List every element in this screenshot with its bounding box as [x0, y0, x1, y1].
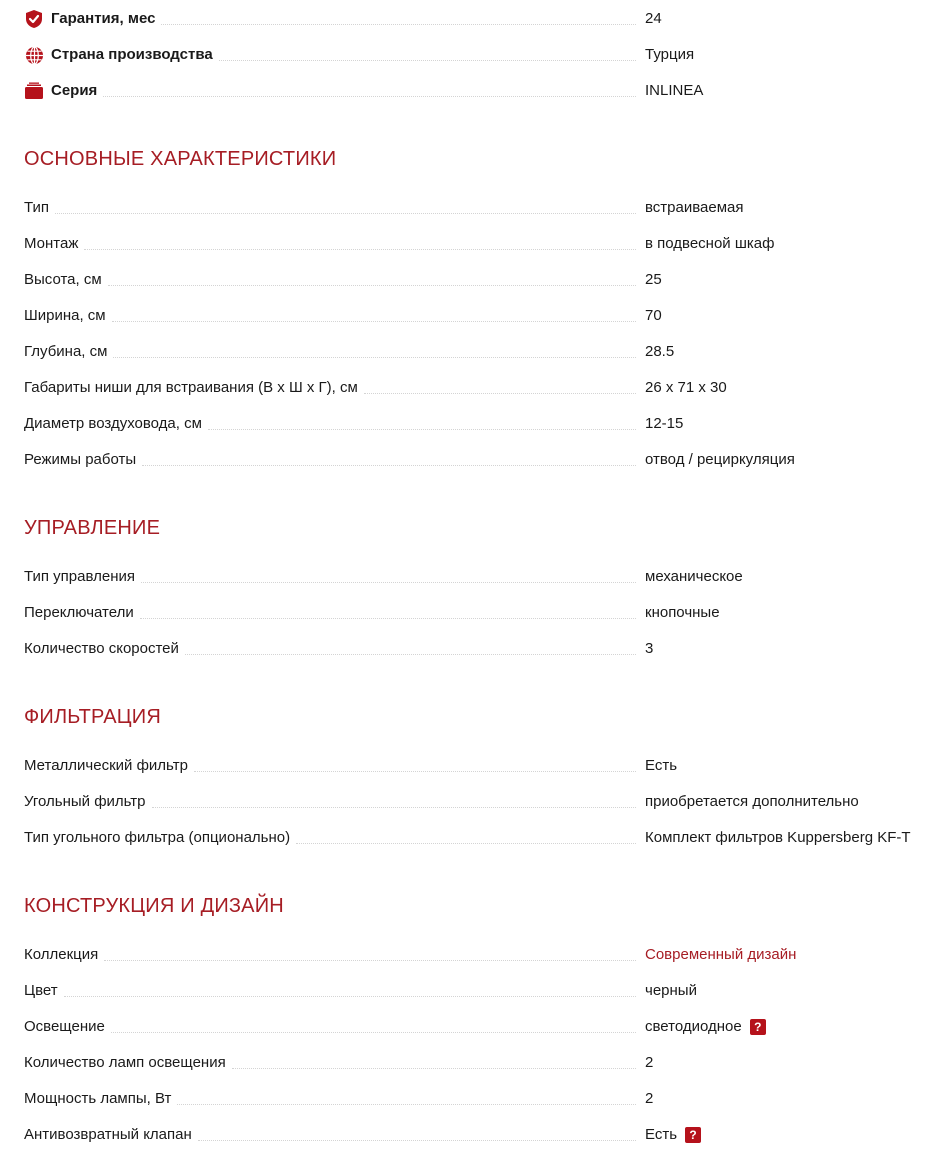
spec-value: кнопочные — [645, 604, 720, 621]
spec-label: Мощность лампы, Вт — [24, 1087, 177, 1111]
section-title-control: УПРАВЛЕНИЕ — [24, 517, 161, 539]
dotted-leader — [108, 284, 636, 286]
spec-label: Высота, см — [24, 268, 108, 292]
spec-row — [24, 196, 939, 220]
spec-row — [24, 1087, 939, 1111]
dotted-leader — [194, 770, 636, 772]
spec-label: Монтаж — [24, 232, 84, 256]
dotted-leader — [208, 428, 636, 430]
section-title-filtration: ФИЛЬТРАЦИЯ — [24, 706, 161, 728]
spec-row — [24, 826, 939, 850]
spec-label: Цвет — [24, 979, 64, 1003]
dotted-leader — [161, 23, 636, 25]
section-title-main-characteristics: ОСНОВНЫЕ ХАРАКТЕРИСТИКИ — [24, 148, 337, 170]
spec-row-country — [24, 43, 939, 67]
dotted-leader — [198, 1139, 636, 1141]
spec-row — [24, 1051, 939, 1075]
dotted-leader — [185, 653, 636, 655]
spec-row — [24, 340, 939, 364]
spec-row — [24, 232, 939, 256]
spec-value: 3 — [645, 640, 654, 657]
dotted-leader — [104, 959, 636, 961]
spec-value: встраиваемая — [645, 199, 744, 216]
spec-row — [24, 448, 939, 472]
spec-label: Серия — [51, 79, 103, 103]
spec-value: 26 x 71 x 30 — [645, 379, 727, 396]
spec-value: Есть — [645, 757, 678, 774]
spec-value: Есть — [645, 1126, 678, 1143]
spec-row — [24, 1123, 939, 1147]
globe-icon — [24, 45, 44, 65]
help-question-icon[interactable]: ? — [685, 1127, 701, 1143]
dotted-leader — [142, 464, 636, 466]
help-question-icon[interactable]: ? — [750, 1019, 766, 1035]
spec-label: Антивозвратный клапан — [24, 1123, 198, 1147]
spec-value: INLINEA — [645, 82, 704, 99]
dotted-leader — [113, 356, 636, 358]
dotted-leader — [140, 617, 636, 619]
spec-label: Ширина, см — [24, 304, 112, 328]
spec-label: Металлический фильтр — [24, 754, 194, 778]
spec-value: механическое — [645, 568, 743, 585]
spec-value: 12-15 — [645, 415, 684, 432]
dotted-leader — [232, 1067, 636, 1069]
dotted-leader — [364, 392, 636, 394]
dotted-leader — [111, 1031, 636, 1033]
spec-label: Тип — [24, 196, 55, 220]
spec-value: Турция — [645, 46, 695, 63]
spec-value: 2 — [645, 1054, 654, 1071]
spec-label: Диаметр воздуховода, см — [24, 412, 208, 436]
spec-label: Глубина, см — [24, 340, 113, 364]
spec-value: 70 — [645, 307, 662, 324]
spec-label: Освещение — [24, 1015, 111, 1039]
spec-row — [24, 943, 939, 967]
dotted-leader — [152, 806, 636, 808]
dotted-leader — [103, 95, 636, 97]
dotted-leader — [219, 59, 636, 61]
spec-value: 25 — [645, 271, 662, 288]
spec-value: 24 — [645, 10, 662, 27]
spec-value: 28.5 — [645, 343, 675, 360]
spec-label: Габариты ниши для встраивания (В х Ш х Г), см — [24, 376, 364, 400]
collection-link[interactable]: Современный дизайн — [645, 946, 797, 963]
spec-row — [24, 790, 939, 814]
spec-row — [24, 1015, 939, 1039]
shield-check-icon — [24, 9, 44, 29]
spec-value: черный — [645, 982, 697, 999]
series-box-icon — [24, 81, 44, 101]
spec-row-series — [24, 79, 939, 103]
spec-row — [24, 268, 939, 292]
spec-row — [24, 304, 939, 328]
spec-label: Тип угольного фильтра (опционально) — [24, 826, 296, 850]
spec-value: отвод / рециркуляция — [645, 451, 795, 468]
spec-value-with-help — [645, 1123, 701, 1147]
dotted-leader — [177, 1103, 636, 1105]
spec-label: Страна производства — [51, 43, 219, 67]
spec-row — [24, 601, 939, 625]
spec-label: Количество ламп освещения — [24, 1051, 232, 1075]
spec-value: приобретается дополнительно — [645, 793, 859, 810]
spec-row-warranty — [24, 7, 939, 31]
spec-label: Коллекция — [24, 943, 104, 967]
spec-label: Гарантия, мес — [51, 7, 161, 31]
spec-value: Комплект фильтров Kuppersberg KF-T — [645, 829, 911, 846]
spec-value-with-help — [645, 1015, 766, 1039]
spec-label: Режимы работы — [24, 448, 142, 472]
spec-label: Тип управления — [24, 565, 141, 589]
spec-row — [24, 565, 939, 589]
dotted-leader — [112, 320, 636, 322]
spec-label: Количество скоростей — [24, 637, 185, 661]
spec-value: в подвесной шкаф — [645, 235, 775, 252]
spec-row — [24, 637, 939, 661]
spec-row — [24, 754, 939, 778]
spec-label: Угольный фильтр — [24, 790, 152, 814]
section-title-construction-design: КОНСТРУКЦИЯ И ДИЗАЙН — [24, 895, 284, 917]
spec-value: светодиодное — [645, 1018, 742, 1035]
spec-row — [24, 979, 939, 1003]
spec-row — [24, 412, 939, 436]
spec-value: 2 — [645, 1090, 654, 1107]
dotted-leader — [55, 212, 636, 214]
spec-label: Переключатели — [24, 601, 140, 625]
dotted-leader — [141, 581, 636, 583]
dotted-leader — [84, 248, 636, 250]
dotted-leader — [64, 995, 636, 997]
dotted-leader — [296, 842, 636, 844]
spec-row — [24, 376, 939, 400]
